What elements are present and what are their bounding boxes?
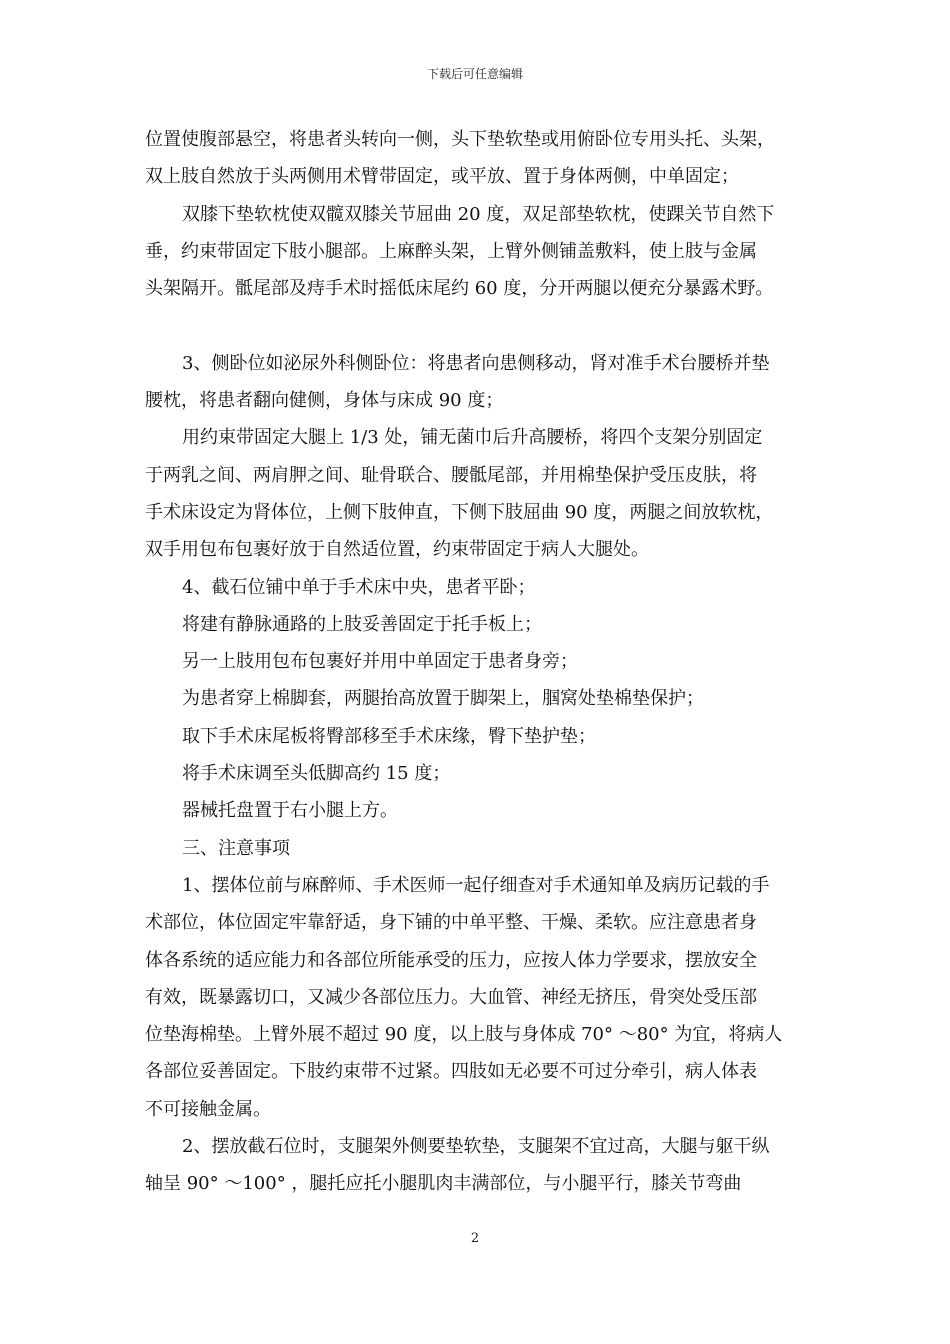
document-body	[145, 121, 810, 1203]
text-line: 双膝下垫软枕使双髋双膝关节屈曲 20 度，双足部垫软枕，使踝关节自然下	[182, 203, 775, 225]
text-line: 不可接触金属。	[145, 1098, 271, 1120]
text-line: 术部位，体位固定牢靠舒适，身下铺的中单平整、干燥、柔软。应注意患者身	[145, 912, 757, 934]
text-line: 1、摆体位前与麻醉师、手术医师一起仔细查对手术通知单及病历记载的手	[182, 874, 770, 896]
text-line: 各部位妥善固定。下肢约束带不过紧。四肢如无必要不可过分牵引，病人体表	[145, 1061, 757, 1083]
text-line: 头架隔开。骶尾部及痔手术时摇低床尾约 60 度，分开两腿以便充分暴露术野。	[145, 278, 774, 300]
text-line: 为患者穿上棉脚套，两腿抬高放置于脚架上，腘窝处垫棉垫保护；	[182, 688, 704, 710]
text-line: 器械托盘置于右小腿上方。	[182, 800, 398, 822]
blank-line	[145, 307, 810, 344]
text-line: 将建有静脉通路的上肢妥善固定于托手板上；	[182, 613, 542, 635]
text-line: 3、侧卧位如泌尿外科侧卧位：将患者向患侧移动，肾对准手术台腰桥并垫	[182, 352, 770, 374]
text-line: 三、注意事项	[182, 837, 290, 859]
text-line: 体各系统的适应能力和各部位所能承受的压力，应按人体力学要求，摆放安全	[145, 949, 757, 971]
text-line: 位置使腹部悬空，将患者头转向一侧，头下垫软垫或用俯卧位专用头托、头架，	[145, 129, 775, 150]
text-line: 手术床设定为肾体位，上侧下肢伸直，下侧下肢屈曲 90 度，两腿之间放软枕，	[145, 501, 774, 523]
text-line: 腰枕，将患者翻向健侧，身体与床成 90 度；	[145, 390, 504, 412]
text-line: 4、截石位铺中单于手术床中央，患者平卧；	[182, 576, 536, 598]
text-line: 双上肢自然放于头两侧用术臂带固定，或平放、置于身体两侧，中单固定；	[145, 166, 739, 188]
text-line: 2、摆放截石位时，支腿架外侧要垫软垫，支腿架不宜过高，大腿与躯干纵	[182, 1136, 770, 1158]
text-line: 位垫海棉垫。上臂外展不超过 90 度，以上肢与身体成 70° ～80° 为宜，将病人	[145, 1024, 783, 1046]
page-header: 下载后可任意编辑	[426, 67, 523, 81]
text-line: 用约束带固定大腿上 1/3 处，铺无菌巾后升高腰桥，将四个支架分别固定	[182, 427, 763, 449]
page-number: 2	[470, 1231, 480, 1246]
text-line: 垂，约束带固定下肢小腿部。上麻醉头架，上臂外侧铺盖敷料，使上肢与金属	[145, 240, 757, 262]
text-line: 于两乳之间、两肩胛之间、耻骨联合、腰骶尾部，并用棉垫保护受压皮肤，将	[145, 464, 757, 486]
text-line: 轴呈 90° ～100° ，腿托应托小腿肌肉丰满部位，与小腿平行，膝关节弯曲	[145, 1173, 742, 1195]
text-line: 另一上肢用包布包裹好并用中单固定于患者身旁；	[182, 651, 578, 673]
text-line: 将手术床调至头低脚高约 15 度；	[182, 763, 451, 785]
text-line: 取下手术床尾板将臀部移至手术床缘，臀下垫护垫；	[182, 725, 596, 747]
text-line: 双手用包布包裹好放于自然适位置，约束带固定于病人大腿处。	[145, 539, 649, 561]
text-line: 有效，既暴露切口，又减少各部位压力。大血管、神经无挤压，骨突处受压部	[145, 986, 757, 1008]
